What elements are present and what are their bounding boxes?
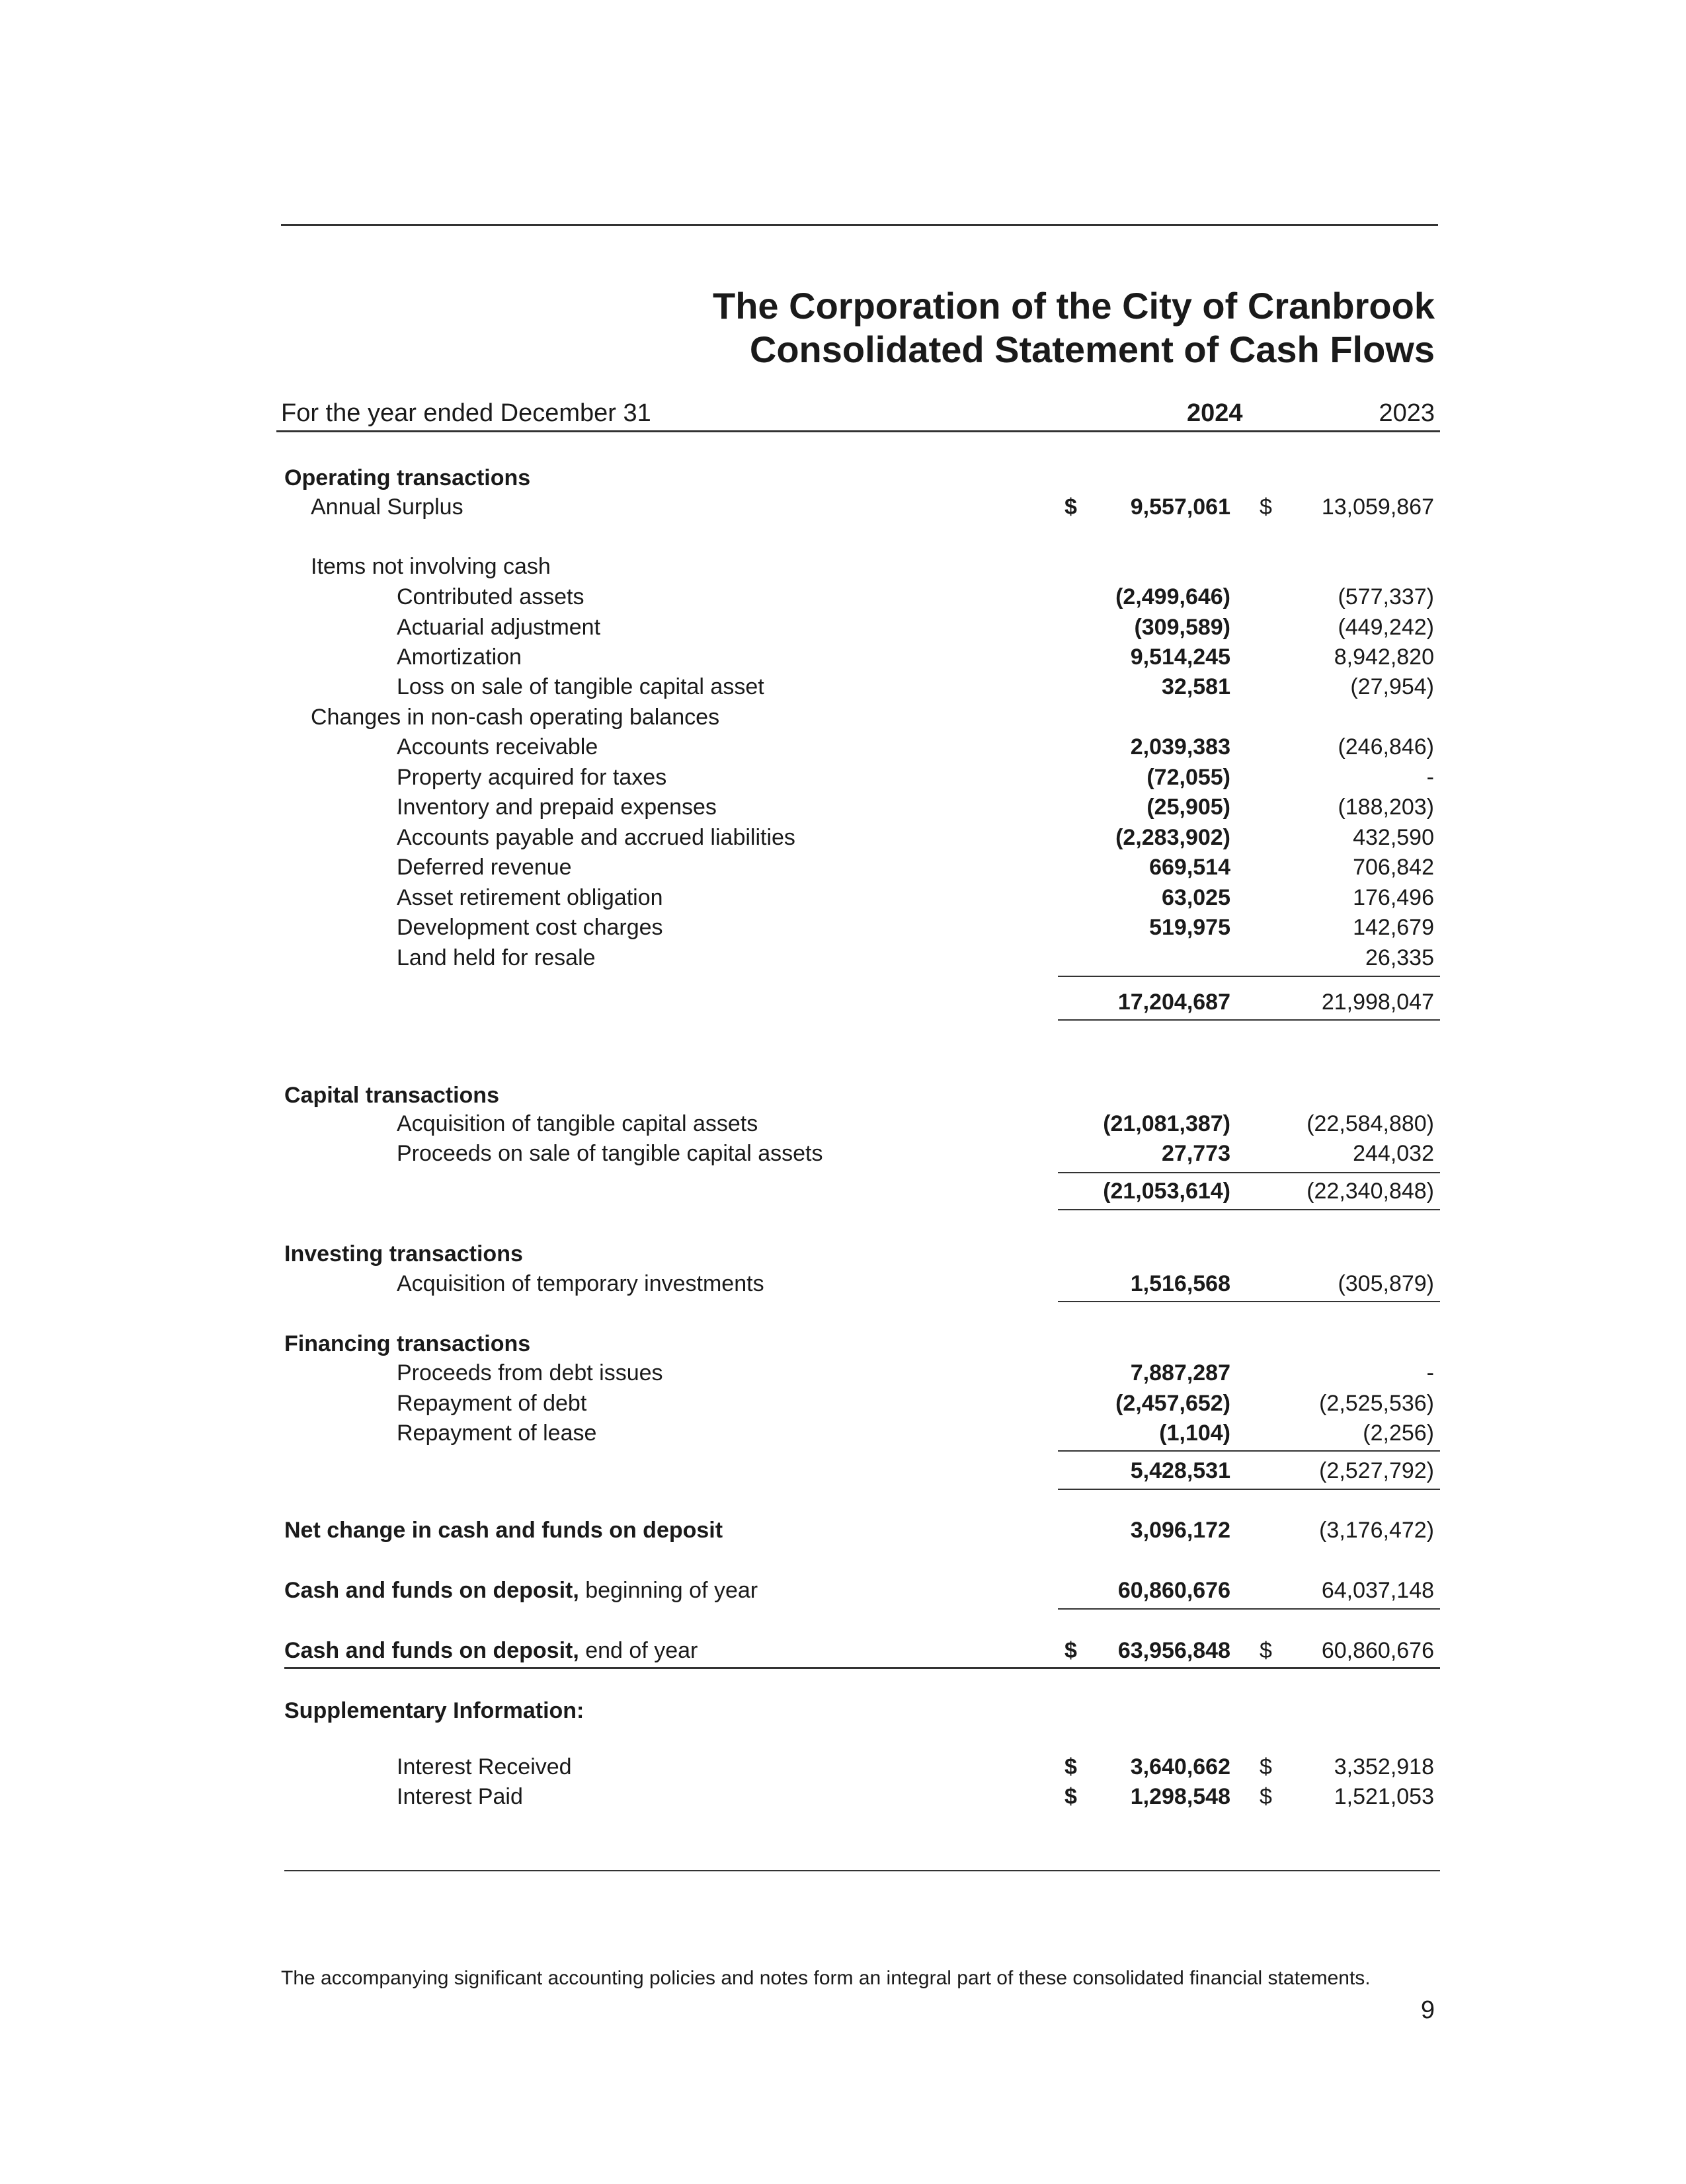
column-header-2023: 2023: [1379, 399, 1435, 427]
row-label: Repayment of debt: [397, 1391, 587, 1416]
value-2024: (25,905): [1146, 795, 1230, 820]
currency-2023: $: [1260, 494, 1272, 520]
value-2024: 27,773: [1162, 1141, 1230, 1166]
value-2023: 1,521,053: [1334, 1784, 1434, 1809]
value-2023: (2,256): [1363, 1421, 1434, 1446]
value-2023: 706,842: [1353, 855, 1434, 880]
row-label: Contributed assets: [397, 584, 584, 609]
value-2023: 21,998,047: [1321, 990, 1434, 1015]
value-2024: 9,514,245: [1130, 644, 1230, 670]
row-accounts-payable: [0, 825, 1686, 855]
row-label: Net change in cash and funds on deposit: [284, 1518, 723, 1543]
value-2023: 13,059,867: [1321, 494, 1434, 520]
value-2024: 519,975: [1149, 915, 1230, 940]
row-operating-subtotal: [0, 990, 1686, 1020]
value-2024: 1,298,548: [1130, 1784, 1230, 1809]
row-label: Property acquired for taxes: [397, 765, 667, 790]
row-label: Annual Surplus: [311, 494, 463, 520]
row-net-change: [0, 1518, 1686, 1548]
row-label: Acquisition of tangible capital assets: [397, 1111, 758, 1136]
value-2024: 669,514: [1149, 855, 1230, 880]
row-capital-heading: [0, 1083, 1686, 1113]
row-interest-paid: [0, 1784, 1686, 1814]
row-label: Accounts receivable: [397, 734, 598, 760]
currency-2023: $: [1260, 1784, 1272, 1809]
value-2023: (577,337): [1338, 584, 1434, 609]
row-loss-on-sale: [0, 674, 1686, 705]
row-proceeds-debt: [0, 1360, 1686, 1391]
row-operating-heading: [0, 465, 1686, 496]
row-repayment-lease: [0, 1421, 1686, 1451]
value-2024: (1,104): [1159, 1421, 1230, 1446]
currency-2024: $: [1064, 1638, 1077, 1663]
row-label: Amortization: [397, 644, 522, 670]
value-2023: (22,584,880): [1306, 1111, 1434, 1136]
row-label: Proceeds on sale of tangible capital assets: [397, 1141, 823, 1166]
value-2023: (3,176,472): [1319, 1518, 1434, 1543]
statement-title-line2: Consolidated Statement of Cash Flows: [749, 329, 1435, 370]
top-rule: [281, 224, 1438, 226]
row-capital-subtotal: [0, 1179, 1686, 1209]
value-2024: (2,457,652): [1115, 1391, 1230, 1416]
value-2023: -: [1426, 765, 1434, 790]
row-development-cost: [0, 915, 1686, 945]
subtotal-rule: [1058, 1301, 1440, 1302]
subtotal-rule: [1058, 1450, 1440, 1452]
row-amortization: [0, 644, 1686, 675]
row-label: Asset retirement obligation: [397, 885, 663, 910]
statement-title-line1: The Corporation of the City of Cranbrook: [713, 285, 1435, 327]
row-annual-surplus: [0, 494, 1686, 525]
value-2023: 176,496: [1353, 885, 1434, 910]
row-label: Land held for resale: [397, 945, 596, 970]
row-label: Cash and funds on deposit, end of year: [284, 1638, 698, 1663]
subtotal-rule: [1058, 1489, 1440, 1490]
row-property-acquired: [0, 765, 1686, 795]
value-2023: -: [1426, 1360, 1434, 1385]
row-label: Actuarial adjustment: [397, 615, 601, 640]
row-actuarial-adjustment: [0, 615, 1686, 645]
value-2024: 7,887,287: [1130, 1360, 1230, 1385]
value-2023: (449,242): [1338, 615, 1434, 640]
value-2024: (21,053,614): [1103, 1179, 1230, 1204]
value-2023: (27,954): [1350, 674, 1434, 699]
value-2024: 5,428,531: [1130, 1458, 1230, 1483]
value-2024: (2,499,646): [1115, 584, 1230, 609]
currency-2023: $: [1260, 1638, 1272, 1663]
row-investing-heading: [0, 1241, 1686, 1272]
row-label: Proceeds from debt issues: [397, 1360, 663, 1385]
row-deferred-revenue: [0, 855, 1686, 885]
row-repayment-debt: [0, 1391, 1686, 1421]
value-2024: 60,860,676: [1117, 1578, 1230, 1603]
value-2023: (2,527,792): [1319, 1458, 1434, 1483]
row-temporary-investments: [0, 1271, 1686, 1302]
row-financing-heading: [0, 1331, 1686, 1362]
row-label: Acquisition of temporary investments: [397, 1271, 764, 1296]
value-2024: 32,581: [1162, 674, 1230, 699]
row-label: Changes in non-cash operating balances: [311, 705, 720, 730]
subtotal-rule: [1058, 1172, 1440, 1173]
row-label: Development cost charges: [397, 915, 663, 940]
value-2023: 64,037,148: [1321, 1578, 1434, 1603]
column-header-2024: 2024: [1187, 399, 1243, 427]
value-2024: 3,640,662: [1130, 1754, 1230, 1779]
row-accounts-receivable: [0, 734, 1686, 765]
row-label: Supplementary Information:: [284, 1698, 584, 1723]
subtotal-rule: [1058, 1019, 1440, 1021]
row-cash-beginning: [0, 1578, 1686, 1608]
row-land-held: [0, 945, 1686, 976]
row-asset-retirement: [0, 885, 1686, 916]
page-number: 9: [1420, 1996, 1435, 2024]
row-cash-end: [0, 1638, 1686, 1668]
value-2024: 3,096,172: [1130, 1518, 1230, 1543]
value-2024: 1,516,568: [1130, 1271, 1230, 1296]
row-interest-received: [0, 1754, 1686, 1785]
value-2023: (246,846): [1338, 734, 1434, 760]
row-label: Loss on sale of tangible capital asset: [397, 674, 764, 699]
row-label: Repayment of lease: [397, 1421, 597, 1446]
value-2023: 142,679: [1353, 915, 1434, 940]
row-label: Deferred revenue: [397, 855, 572, 880]
value-2024: 63,025: [1162, 885, 1230, 910]
footnote: The accompanying significant accounting policies and notes form an integral part of these consolidated financial statements.: [281, 1967, 1371, 1989]
total-rule: [284, 1667, 1440, 1669]
value-2024: (2,283,902): [1115, 825, 1230, 850]
value-2023: 60,860,676: [1321, 1638, 1434, 1663]
row-label: Operating transactions: [284, 465, 531, 490]
value-2024: 2,039,383: [1130, 734, 1230, 760]
row-supplementary-heading: [0, 1698, 1686, 1729]
value-2023: 26,335: [1365, 945, 1434, 970]
row-items-not-involving-cash: [0, 554, 1686, 584]
value-2023: (22,340,848): [1306, 1179, 1434, 1204]
currency-2024: $: [1064, 1754, 1077, 1779]
row-contributed-assets: [0, 584, 1686, 615]
row-label: Interest Paid: [397, 1784, 523, 1809]
row-label: Items not involving cash: [311, 554, 551, 579]
currency-2024: $: [1064, 1784, 1077, 1809]
value-2023: (305,879): [1338, 1271, 1434, 1296]
row-financing-subtotal: [0, 1458, 1686, 1489]
row-label: Capital transactions: [284, 1083, 499, 1108]
subtotal-rule: [1058, 976, 1440, 977]
currency-2023: $: [1260, 1754, 1272, 1779]
row-label: Inventory and prepaid expenses: [397, 795, 717, 820]
row-inventory-prepaid: [0, 795, 1686, 825]
value-2023: 432,590: [1353, 825, 1434, 850]
value-2024: 17,204,687: [1117, 990, 1230, 1015]
row-label: Cash and funds on deposit, beginning of year: [284, 1578, 758, 1603]
subtotal-rule: [1058, 1209, 1440, 1210]
value-2024: (21,081,387): [1103, 1111, 1230, 1136]
value-2023: (2,525,536): [1319, 1391, 1434, 1416]
row-acquisition-tca: [0, 1111, 1686, 1142]
value-2023: (188,203): [1338, 795, 1434, 820]
value-2024: 63,956,848: [1117, 1638, 1230, 1663]
value-2023: 8,942,820: [1334, 644, 1434, 670]
row-label: Financing transactions: [284, 1331, 531, 1356]
header-rule: [276, 430, 1440, 432]
row-changes-non-cash: [0, 705, 1686, 735]
row-proceeds-tca: [0, 1141, 1686, 1171]
value-2024: (309,589): [1134, 615, 1230, 640]
period-label: For the year ended December 31: [281, 399, 651, 427]
row-label: Investing transactions: [284, 1241, 523, 1267]
value-2023: 244,032: [1353, 1141, 1434, 1166]
bottom-rule: [284, 1870, 1440, 1871]
value-2024: 9,557,061: [1130, 494, 1230, 520]
row-label: Interest Received: [397, 1754, 572, 1779]
currency-2024: $: [1064, 494, 1077, 520]
row-label: Accounts payable and accrued liabilities: [397, 825, 795, 850]
value-2023: 3,352,918: [1334, 1754, 1434, 1779]
value-2024: (72,055): [1146, 765, 1230, 790]
subtotal-rule: [1058, 1608, 1440, 1610]
